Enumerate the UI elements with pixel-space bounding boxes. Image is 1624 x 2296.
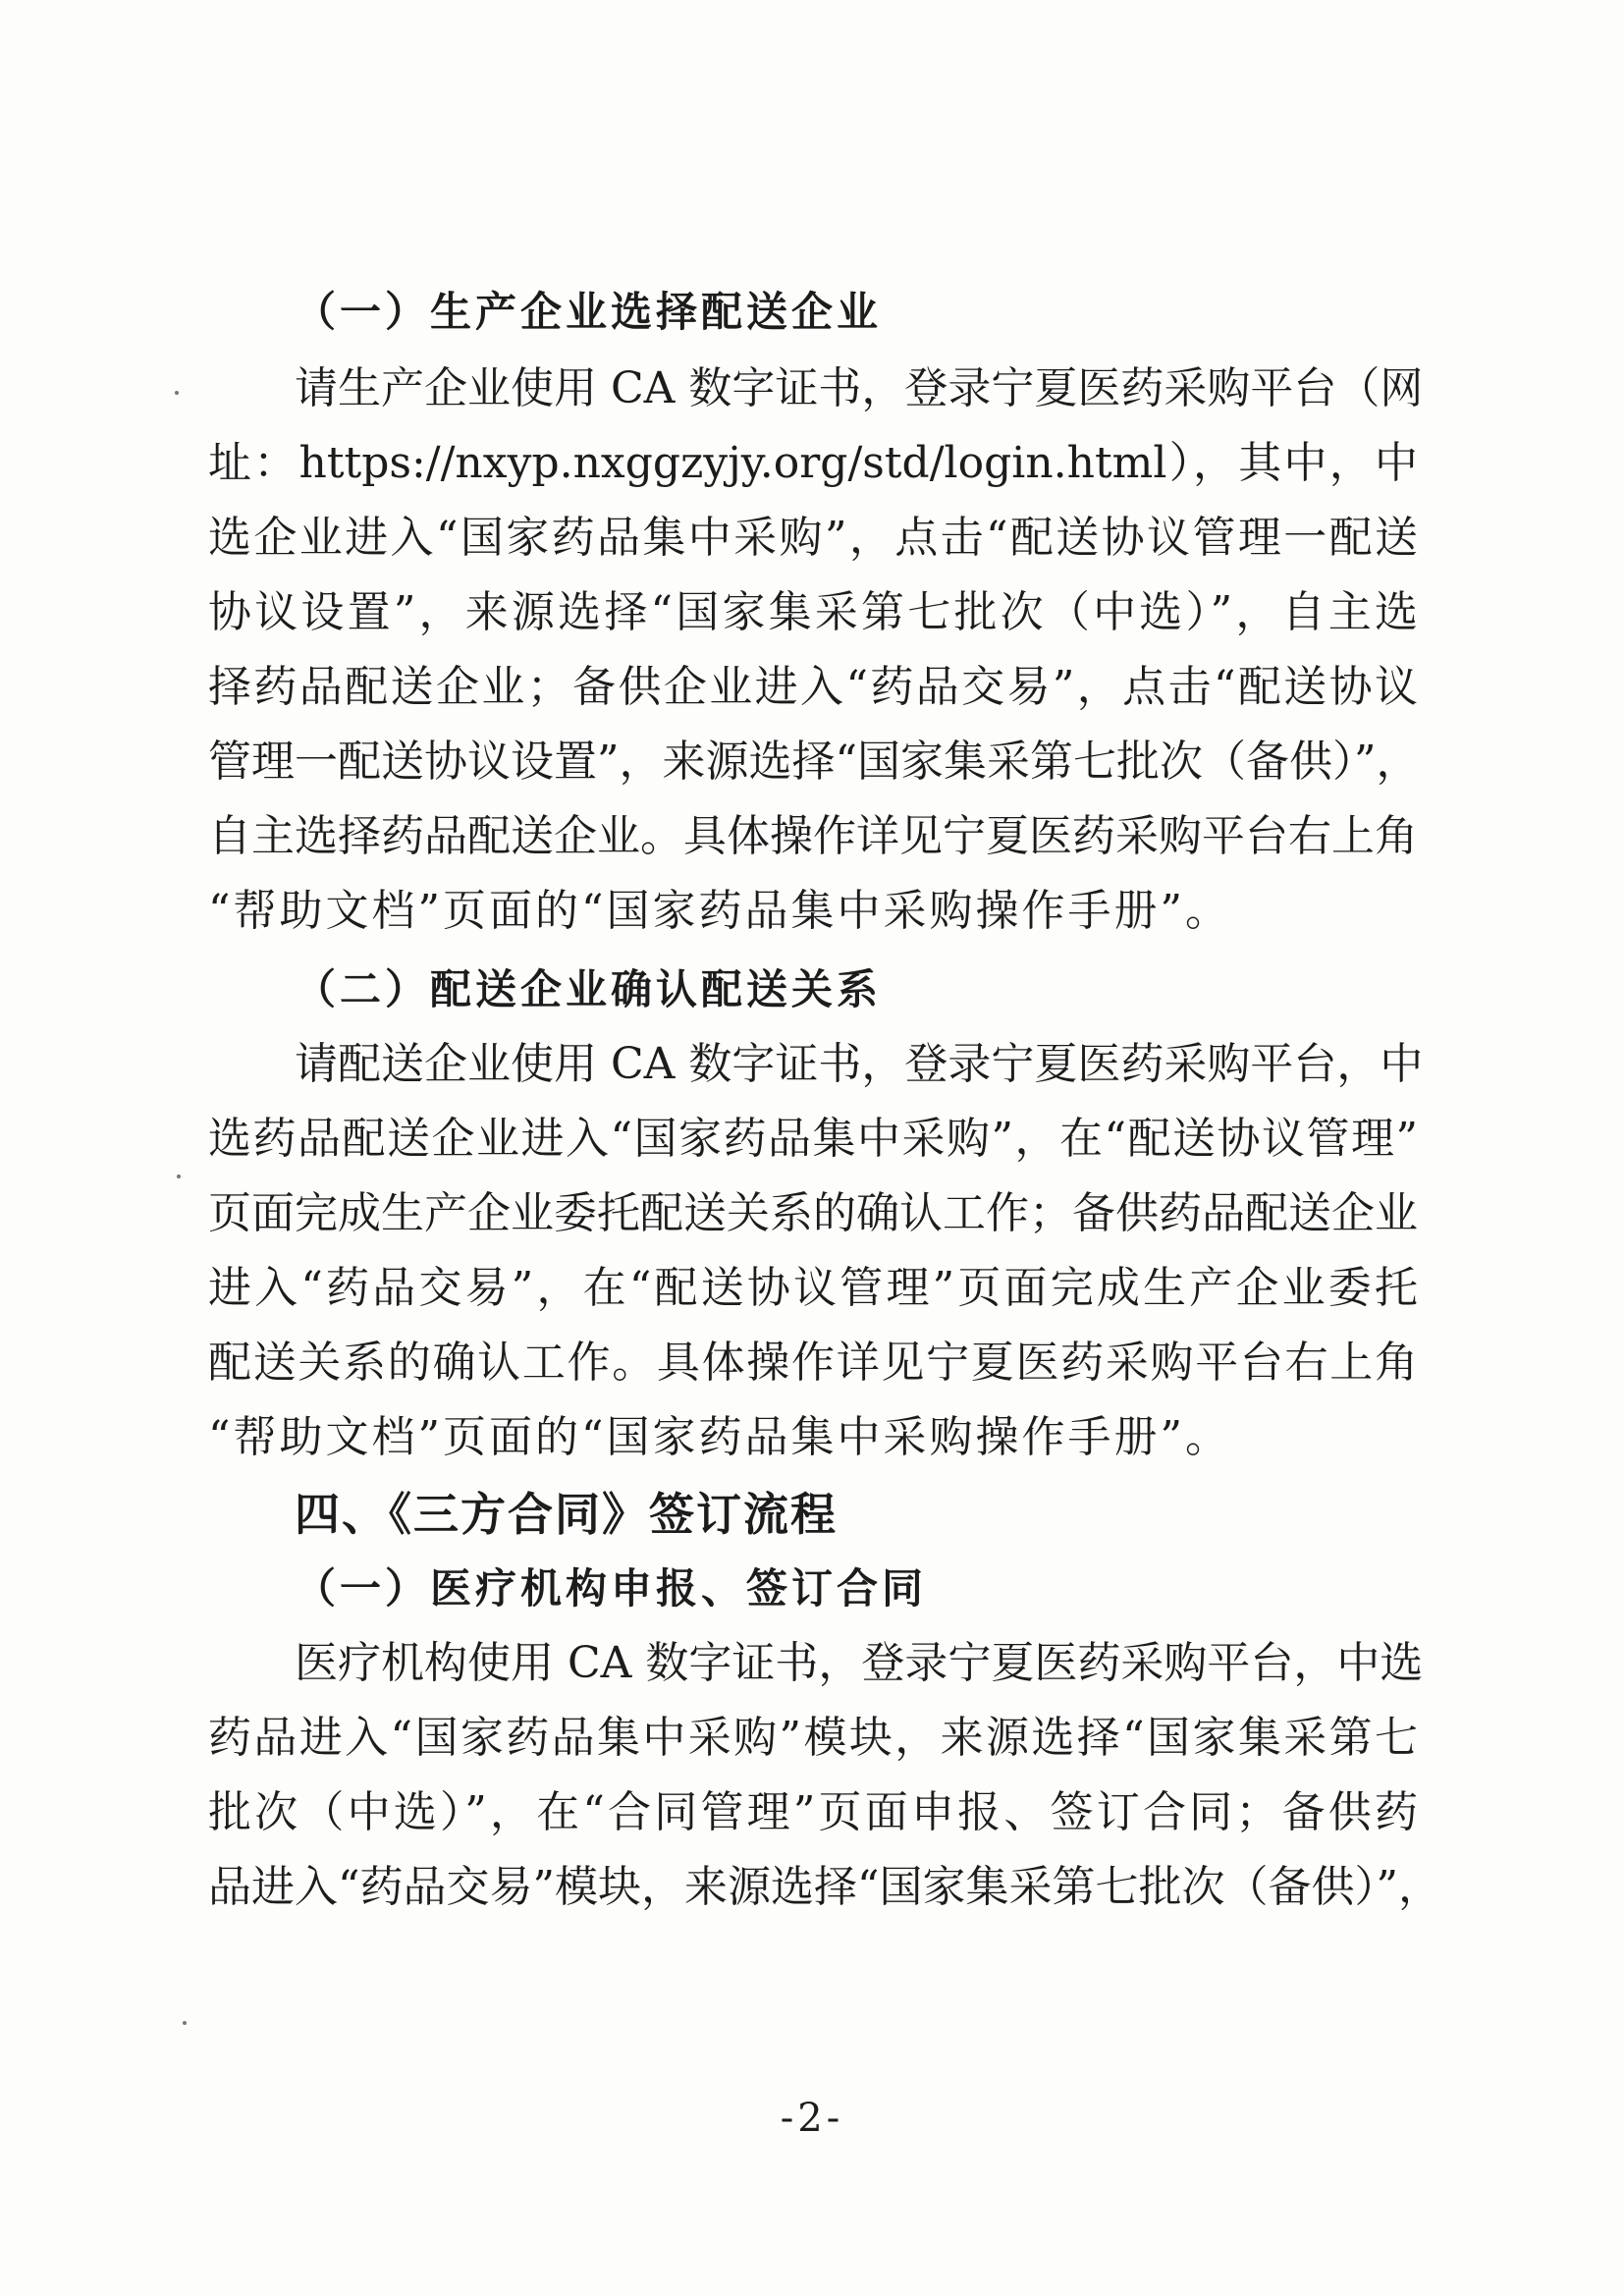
paragraph-line: 进入“药品交易”，在“配送协议管理”页面完成生产企业委托 <box>208 1263 1418 1313</box>
paragraph-line: 请配送企业使用 CA 数字证书，登录宁夏医药采购平台，中 <box>295 1039 1424 1089</box>
paragraph-line: 页面完成生产企业委托配送关系的确认工作；备供药品配送企业 <box>208 1188 1418 1238</box>
paragraph-line: 药品进入“国家药品集中采购”模块，来源选择“国家集采第七 <box>208 1713 1418 1763</box>
paragraph-line: 选药品配送企业进入“国家药品集中采购”，在“配送协议管理” <box>208 1114 1418 1164</box>
paragraph-line: 配送关系的确认工作。具体操作详见宁夏医药采购平台右上角 <box>208 1338 1418 1388</box>
paragraph-line: “帮助文档”页面的“国家药品集中采购操作手册”。 <box>208 886 1231 936</box>
section-heading-contract-process: 四、《三方合同》签订流程 <box>295 1488 838 1541</box>
paragraph-line: 管理一配送协议设置”，来源选择“国家集采第七批次（备供）”， <box>208 737 1420 787</box>
paragraph-line: 品进入“药品交易”模块，来源选择“国家集采第七批次（备供）”， <box>208 1862 1441 1912</box>
paragraph-line: “帮助文档”页面的“国家药品集中采购操作手册”。 <box>208 1412 1231 1462</box>
subheading-manufacturer-select-distributor: （一）生产企业选择配送企业 <box>295 288 883 336</box>
paragraph-line: 自主选择药品配送企业。具体操作详见宁夏医药采购平台右上角 <box>208 811 1418 861</box>
paragraph-line: 请生产企业使用 CA 数字证书，登录宁夏医药采购平台（网 <box>295 363 1424 413</box>
page-number: -2- <box>780 2096 844 2141</box>
paragraph-line: 医疗机构使用 CA 数字证书，登录宁夏医药采购平台，中选 <box>295 1638 1424 1688</box>
paragraph-line: 批次（中选）”，在“合同管理”页面申报、签订合同；备供药 <box>208 1787 1418 1837</box>
scan-speck <box>177 1175 181 1178</box>
paragraph-line: 择药品配送企业；备供企业进入“药品交易”，点击“配送协议 <box>208 662 1418 712</box>
scan-speck <box>175 391 179 395</box>
paragraph-line: 址：https://nxyp.nxggzyjy.org/std/login.html），其中，中 <box>208 438 1418 488</box>
paragraph-line: 协议设置”，来源选择“国家集采第七批次（中选）”，自主选 <box>208 587 1418 637</box>
subheading-distributor-confirm: （二）配送企业确认配送关系 <box>295 965 883 1013</box>
scan-speck <box>183 2021 187 2025</box>
paragraph-line: 选企业进入“国家药品集中采购”，点击“配送协议管理一配送 <box>208 513 1418 563</box>
subheading-medical-institution-contract: （一）医疗机构申报、签订合同 <box>295 1564 928 1613</box>
